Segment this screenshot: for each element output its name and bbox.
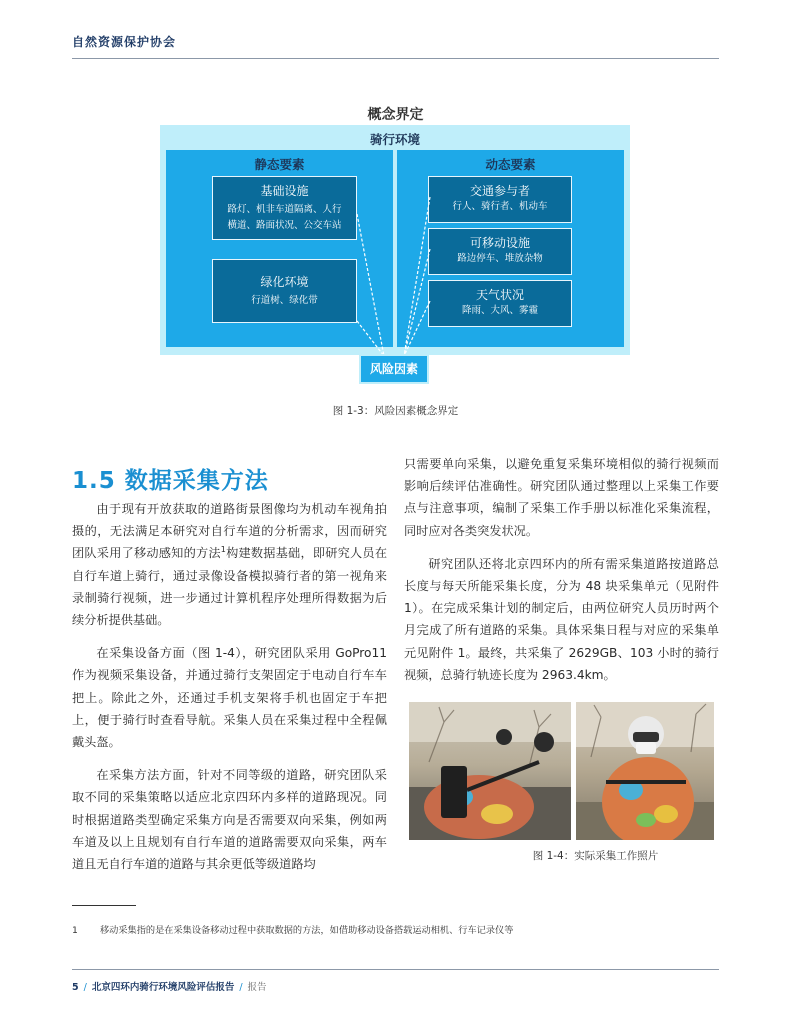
paragraph: 研究团队还将北京四环内的所有需采集道路按道路总长度与每天所能采集长度，分为 48 块采集单元（见附件 1）。在完成采集计划的制定后，由两位研究人员历时两个月完成了所有道路的采集。具体采集日程与对应的采集单元见附件 1。最终，共采集了 2629GB、103 小时的骑行视频，总骑行轨迹长度为 2963.4km。 xyxy=(404,556,719,682)
card-title: 基础设施 xyxy=(260,184,309,198)
card-line: 路边停车、堆放杂物 xyxy=(457,253,543,264)
paragraph xyxy=(72,498,387,631)
footnote-number: 1 xyxy=(72,925,78,936)
static-elements-panel xyxy=(166,150,393,347)
collection-photo-2 xyxy=(576,702,714,840)
collection-photo-1 xyxy=(409,702,571,840)
org-name: 自然资源保护协会 xyxy=(72,35,177,49)
footer-separator: / xyxy=(83,982,87,993)
card-title: 可移动设施 xyxy=(469,236,530,250)
paragraph-text: 构建数据基础，即研究人员在自行车道上骑行，通过录像设备模拟骑行者的第一视角来录制骑行视频，进一步通过计算机程序处理所得数据为后续分析提供基础。 xyxy=(72,546,388,628)
risk-factors-box: 风险因素 xyxy=(359,354,429,384)
rider-photo-image xyxy=(576,702,714,840)
figure-1-4-caption: 图 1-4：实际采集工作照片 xyxy=(532,850,659,862)
traffic-participants-card xyxy=(428,176,572,223)
greenery-card xyxy=(212,259,357,323)
footer-divider xyxy=(72,969,719,970)
footnote xyxy=(72,922,513,936)
figure-1-3-caption: 图 1-3：风险因素概念界定 xyxy=(332,405,459,417)
page-footer xyxy=(72,979,267,993)
riding-environment-label: 骑行环境 xyxy=(369,132,420,147)
dynamic-elements-panel xyxy=(397,150,624,347)
card-title: 交通参与者 xyxy=(469,184,530,198)
card-line: 降雨、大风、雾霾 xyxy=(461,305,538,316)
report-title: 北京四环内骑行环境风险评估报告 xyxy=(91,982,235,993)
card-line: 行人、骑行者、机动车 xyxy=(452,201,548,212)
static-elements-label: 静态要素 xyxy=(254,157,305,172)
infrastructure-card xyxy=(212,176,357,240)
paragraph-text: 由于现有开放获取的道路街景图像均为机动车视角拍摄的，无法满足本研究对自行车道的分析需求，因而研究团队采用了移动感知的方法 xyxy=(72,502,387,561)
paragraph: 在采集设备方面（图 1-4），研究团队采用 GoPro11 作为视频采集设备，并通过骑行支架固定于电动自行车车把上。除此之外，还通过手机支架将手机也固定于车把上，便于骑行时查看导航。采集人员在采集过程中全程佩戴头盔。 xyxy=(72,646,387,750)
riding-environment-box xyxy=(160,125,630,355)
right-column xyxy=(404,453,719,697)
weather-card xyxy=(428,280,572,327)
section-title: 1.5 数据采集方法 xyxy=(72,468,269,494)
paragraph: 在采集方法方面，针对不同等级的道路，研究团队采取不同的采集策略以适应北京四环内多样的道路现况。同时根据道路类型确定采集方向是否需要双向采集，例如两车道及以上且规划有自行车道的道路需要双向采集，两车道且无自行车道的道路与其余更低等级道路均 xyxy=(72,768,387,872)
card-title: 绿化环境 xyxy=(260,275,309,289)
card-line: 路灯、机非车道隔离、人行 xyxy=(227,204,342,215)
card-title: 天气状况 xyxy=(475,288,524,302)
footnote-ref[interactable]: 1 xyxy=(220,545,226,555)
diagram-title: 概念界定 xyxy=(367,107,424,123)
movable-facilities-card xyxy=(428,228,572,275)
paragraph: 只需要单向采集，以避免重复采集环境相似的骑行视频而影响后续评估准确性。研究团队通过整理以上采集工作要点与注意事项，编制了采集工作手册以标准化采集流程，同时应对各类突发状况。 xyxy=(404,457,719,538)
card-line: 横道、路面状况、公交车站 xyxy=(227,220,342,231)
header-divider xyxy=(72,58,719,59)
dynamic-elements-label: 动态要素 xyxy=(485,157,536,172)
report-type: 报告 xyxy=(247,982,267,993)
left-column xyxy=(72,498,387,886)
rider-photo-image xyxy=(409,702,571,840)
card-line: 行道树、绿化带 xyxy=(251,295,318,306)
footer-separator: / xyxy=(239,982,243,993)
footnote-divider xyxy=(72,905,136,906)
footnote-text: 移动采集指的是在采集设备移动过程中获取数据的方法，如借助移动设备搭载运动相机、行车记录仪等 xyxy=(100,925,514,936)
page-number: 5 xyxy=(72,982,79,993)
